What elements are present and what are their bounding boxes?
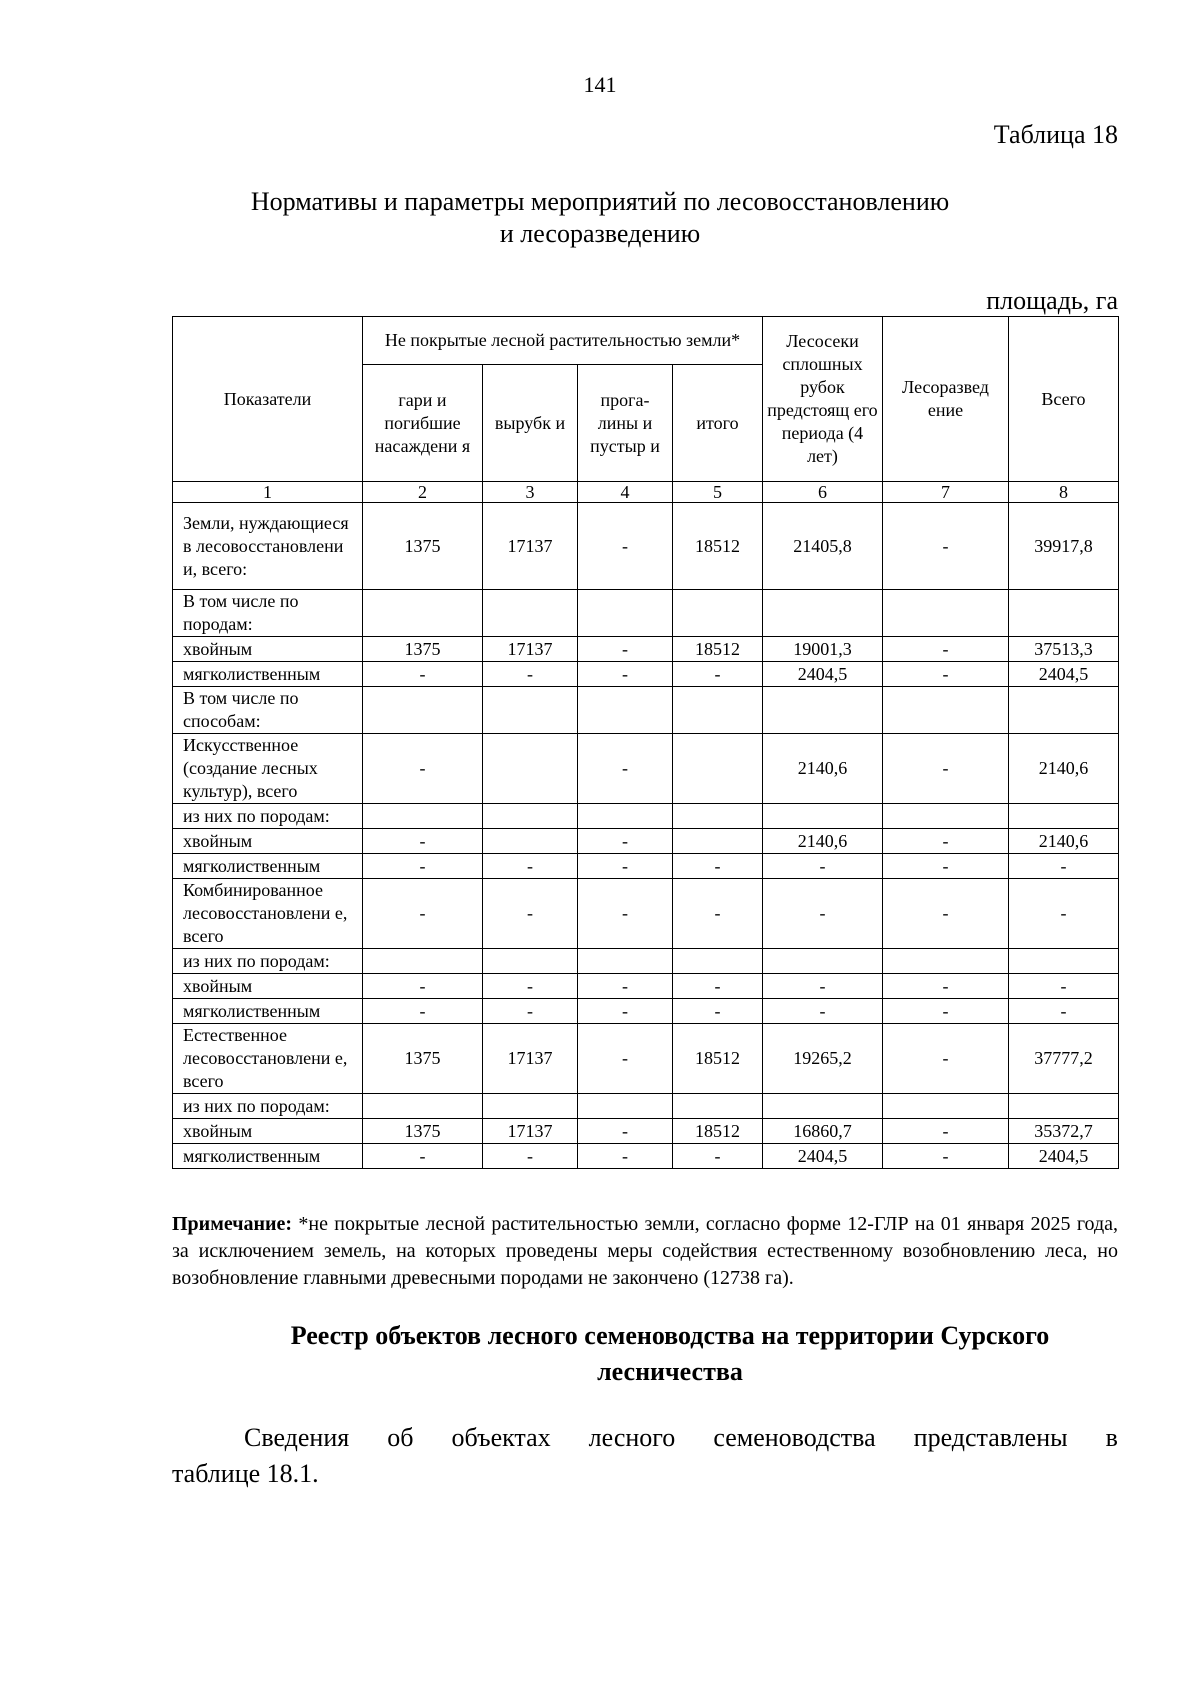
table-cell [673,804,763,829]
row-label: Естественное лесовосстановлени е, всего [173,1024,363,1094]
table-cell: 19001,3 [763,637,883,662]
table-row [173,687,1119,734]
table-cell: 19265,2 [763,1024,883,1094]
body-paragraph-line-1 [172,1420,1118,1456]
row-label: хвойным [173,637,363,662]
row-label: мягколиственным [173,854,363,879]
table-cell: - [578,503,673,590]
table-cell: - [1009,879,1119,949]
row-label: В том числе по породам: [173,590,363,637]
row-label: хвойным [173,829,363,854]
page-number: 141 [583,72,617,97]
table-cell: 18512 [673,1024,763,1094]
row-label: хвойным [173,974,363,999]
table-cell: - [483,974,578,999]
norms-table [172,316,1119,1169]
table-cell: - [578,662,673,687]
table-cell: - [578,1144,673,1169]
table-cell [763,590,883,637]
document-title-line-1: Нормативы и параметры мероприятий по лесовосстановлению [250,187,950,216]
table-cell [363,590,483,637]
table-cell: - [673,662,763,687]
body-paragraph-line-2: таблице 18.1. [172,1459,319,1488]
table-cell: 1375 [363,503,483,590]
table-cell [363,1094,483,1119]
table-cell: 2404,5 [1009,1144,1119,1169]
row-label: хвойным [173,1119,363,1144]
row-label: из них по породам: [173,804,363,829]
table-cell: - [883,734,1009,804]
column-number-cell: 1 [173,482,363,503]
table-cell [363,949,483,974]
table-cell: - [763,974,883,999]
column-number-cell: 8 [1009,482,1119,503]
table-cell [883,1094,1009,1119]
table-cell [483,949,578,974]
table-cell [763,687,883,734]
column-number-cell: 2 [363,482,483,503]
table-cell: - [578,1119,673,1144]
table-cell: - [763,854,883,879]
document-title-line-2: и лесоразведению [499,219,701,248]
table-cell: - [1009,974,1119,999]
table-cell: - [883,1024,1009,1094]
table-cell [673,829,763,854]
table-cell [483,590,578,637]
table-cell [883,590,1009,637]
header-not-covered-lands: Не покрытые лесной растительностью земли* [363,317,763,365]
table-cell: 39917,8 [1009,503,1119,590]
body-word: в [1105,1423,1118,1452]
unit-label: площадь, га [986,286,1118,315]
table-row [173,1094,1119,1119]
table-cell: 1375 [363,1024,483,1094]
header-subtotal: итого [673,365,763,482]
table-cell: - [1009,854,1119,879]
table-row [173,974,1119,999]
table-cell [1009,949,1119,974]
table-cell: 2140,6 [763,829,883,854]
table-cell: - [763,999,883,1024]
header-indicators: Показатели [173,317,363,482]
table-cell [1009,590,1119,637]
note-label: Примечание: [172,1213,293,1235]
body-paragraph [172,1420,1118,1492]
table-cell: 2140,6 [1009,829,1119,854]
column-number-cell: 7 [883,482,1009,503]
table-cell [483,829,578,854]
row-label: из них по породам: [173,1094,363,1119]
header-clearcuts: Лесосеки сплошных рубок предстоящ его периода (4 лет) [763,317,883,482]
table-cell [483,804,578,829]
table-cell [363,804,483,829]
table-cell: 1375 [363,637,483,662]
table-cell: - [578,879,673,949]
row-label: В том числе по способам: [173,687,363,734]
body-word: объектах [451,1423,551,1452]
table-cell: - [883,662,1009,687]
note-text: *не покрытые лесной растительностью земли, согласно форме 12-ГЛР на 01 января 2025 года, за исключением земель, на которых проведены меры содействия естественному возобновлению леса, но возобновление главными древесными породами не закончено (12738 га). [172,1213,1118,1289]
row-label: из них по породам: [173,949,363,974]
table-cell: - [483,1144,578,1169]
table-cell [883,804,1009,829]
document-title [0,186,1200,250]
table-row [173,590,1119,637]
table-cell: - [883,637,1009,662]
row-label: мягколиственным [173,1144,363,1169]
row-label: мягколиственным [173,662,363,687]
table-cell: 17137 [483,503,578,590]
table-cell: - [673,854,763,879]
table-row [173,1144,1119,1169]
table-cell [363,687,483,734]
table-cell: 2140,6 [1009,734,1119,804]
header-glades: прога- лины и пустыр и [578,365,673,482]
table-cell [763,1094,883,1119]
table-cell: - [363,829,483,854]
table-cell: - [883,503,1009,590]
row-label: мягколиственным [173,999,363,1024]
table-cell [578,804,673,829]
table-cell: 18512 [673,1119,763,1144]
table-cell: - [578,829,673,854]
table-cell [578,590,673,637]
table-cell: - [883,999,1009,1024]
table-cell: 18512 [673,503,763,590]
table-cell: 17137 [483,1024,578,1094]
row-label: Земли, нуждающиеся в лесовосстановлени и, всего: [173,503,363,590]
table-row [173,999,1119,1024]
table-cell: - [578,734,673,804]
table-cell: - [483,999,578,1024]
column-number-cell: 3 [483,482,578,503]
table-row [173,1024,1119,1094]
table-cell [673,949,763,974]
column-number-row [173,482,1119,503]
table-cell: - [673,974,763,999]
table-cell: 16860,7 [763,1119,883,1144]
table-cell: 2140,6 [763,734,883,804]
table-cell [673,590,763,637]
table-cell [483,687,578,734]
table-cell: - [673,1144,763,1169]
table-note [172,1211,1118,1292]
table-cell: - [578,854,673,879]
table-cell: - [578,1024,673,1094]
table-cell: - [673,999,763,1024]
body-word: лесного [588,1423,676,1452]
body-word: об [387,1423,414,1452]
column-number-cell: 6 [763,482,883,503]
table-cell [578,949,673,974]
table-cell: - [883,974,1009,999]
table-cell [763,949,883,974]
table-cell: 18512 [673,637,763,662]
table-cell [673,687,763,734]
column-number-cell: 5 [673,482,763,503]
table-cell: - [578,637,673,662]
header-afforestation: Лесоразвед ение [883,317,1009,482]
table-cell [883,949,1009,974]
row-label: Искусственное (создание лесных культур), всего [173,734,363,804]
table-row [173,879,1119,949]
table-cell: - [883,1144,1009,1169]
table-row [173,1119,1119,1144]
table-cell: - [363,999,483,1024]
table-cell: 35372,7 [1009,1119,1119,1144]
table-cell: 2404,5 [1009,662,1119,687]
table-cell: - [363,854,483,879]
table-cell: - [483,662,578,687]
table-cell [1009,1094,1119,1119]
table-cell [1009,687,1119,734]
table-cell: 17137 [483,637,578,662]
header-cuttings: вырубк и [483,365,578,482]
table-row [173,829,1119,854]
table-row [173,949,1119,974]
table-cell: - [883,879,1009,949]
table-row [173,503,1119,590]
table-cell: - [483,879,578,949]
column-number-cell: 4 [578,482,673,503]
table-caption: Таблица 18 [993,120,1118,149]
table-cell [578,1094,673,1119]
table-cell: - [1009,999,1119,1024]
table-body [173,503,1119,1169]
table-cell [883,687,1009,734]
body-word: Сведения [244,1423,350,1452]
table-cell: 1375 [363,1119,483,1144]
table-cell [673,1094,763,1119]
table-cell: - [483,854,578,879]
table-cell: 2404,5 [763,662,883,687]
table-cell: 37513,3 [1009,637,1119,662]
table-row [173,637,1119,662]
header-burns: гари и погибшие насаждени я [363,365,483,482]
table-cell: - [578,974,673,999]
table-cell [763,804,883,829]
table-cell: - [673,879,763,949]
table-cell [483,1094,578,1119]
body-word: представлены [913,1423,1068,1452]
table-cell: 21405,8 [763,503,883,590]
table-cell [578,687,673,734]
table-cell: - [883,1119,1009,1144]
table-cell: 37777,2 [1009,1024,1119,1094]
table-cell: 17137 [483,1119,578,1144]
table-cell [483,734,578,804]
table-cell: - [763,879,883,949]
table-cell: - [883,854,1009,879]
table-cell: - [363,662,483,687]
table-row [173,854,1119,879]
table-cell: - [363,734,483,804]
table-cell [1009,804,1119,829]
header-total: Всего [1009,317,1119,482]
table-row [173,804,1119,829]
table-cell: - [363,1144,483,1169]
table-row [173,734,1119,804]
section-title: Реестр объектов лесного семеноводства на территории Сурского лесничества [290,1321,1050,1386]
body-word: семеноводства [713,1423,876,1452]
table-cell: - [363,974,483,999]
table-cell: - [883,829,1009,854]
table-row [173,662,1119,687]
table-cell: 2404,5 [763,1144,883,1169]
row-label: Комбинированное лесовосстановлени е, всего [173,879,363,949]
table-cell: - [363,879,483,949]
table-cell [673,734,763,804]
table-cell: - [578,999,673,1024]
